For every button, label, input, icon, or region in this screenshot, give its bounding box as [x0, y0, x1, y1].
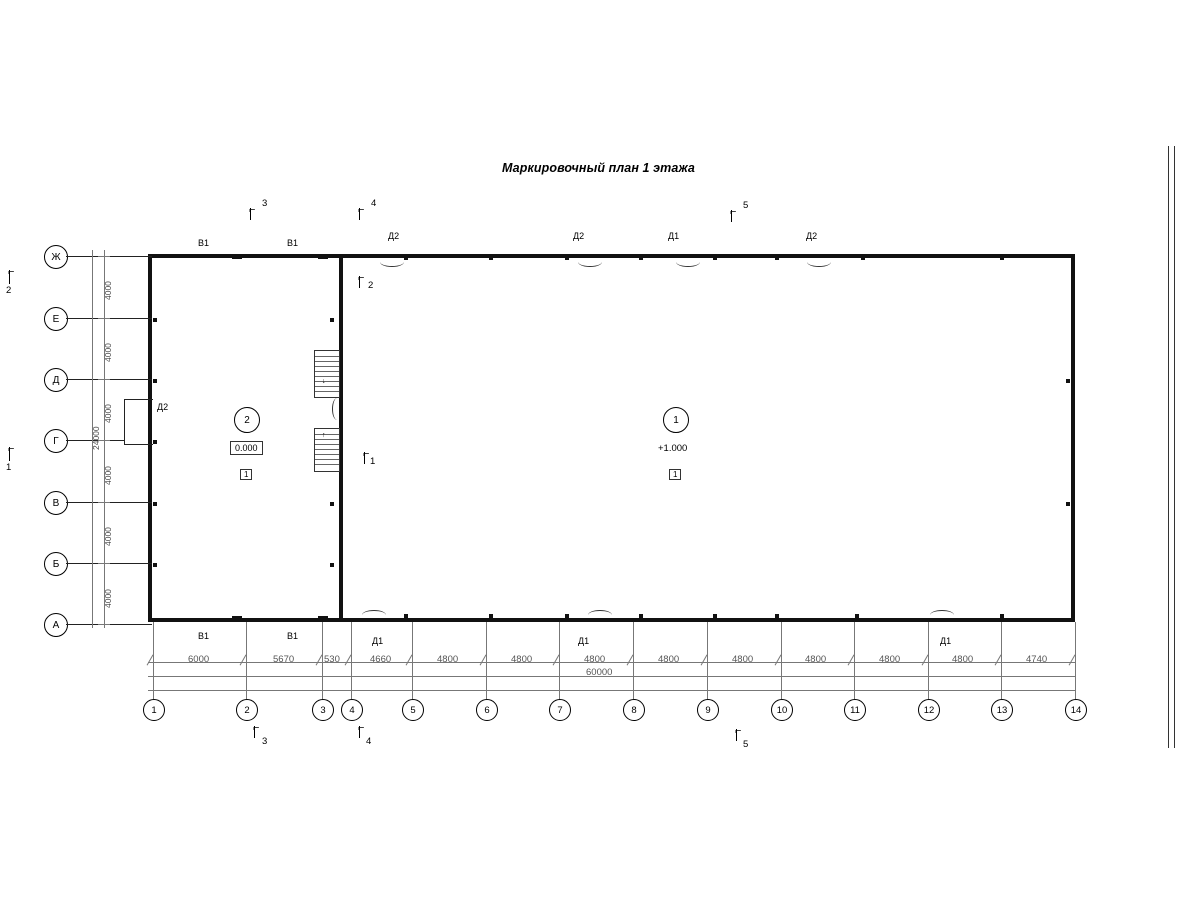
window-tick-top-6	[639, 256, 643, 260]
door-label-top-4: Д2	[573, 231, 585, 241]
axis-bubble-9[interactable]	[697, 699, 719, 721]
dim-horizontal-6: 4800	[584, 654, 606, 665]
dim-horizontal-10: 4800	[879, 654, 901, 665]
dim-tick-v-2	[98, 379, 110, 380]
section-arrow-inner-2: ⌐	[358, 272, 365, 284]
dim-tick-h-10	[775, 655, 789, 670]
section-label-left-1: 1	[6, 462, 12, 473]
window-tick-top-7	[713, 256, 717, 260]
dim-tick-v-6	[98, 624, 110, 625]
column-left-3	[153, 440, 157, 444]
dim-vertical-0: 4000	[103, 281, 113, 300]
dim-tick-h-1	[147, 655, 161, 670]
dim-horizontal-3: 4660	[370, 654, 392, 665]
dim-tick-h-9	[701, 655, 715, 670]
dim-tick-h-12	[922, 655, 936, 670]
wall-top	[148, 254, 1075, 258]
section-label-bottom-5: 5	[743, 739, 749, 750]
window-tick-top-3	[404, 256, 408, 260]
window-tick-top-4	[489, 256, 493, 260]
window-tick-bottom-5	[565, 614, 569, 619]
window-tick-top-2	[318, 256, 328, 259]
dim-tick-h-8	[627, 655, 641, 670]
axis-bubble-g[interactable]	[44, 429, 68, 453]
axis-label: Б	[52, 558, 60, 570]
section-label-bottom-3: 3	[262, 736, 268, 747]
stair-direction-down: ↓	[322, 378, 326, 385]
axis-bubble-7[interactable]	[549, 699, 571, 721]
stair-lower	[314, 428, 340, 472]
room-tag-1: 1	[669, 469, 681, 480]
axis-label: Д	[52, 374, 60, 386]
window-tick-top-1	[232, 256, 242, 259]
axis-bubble-a[interactable]	[44, 613, 68, 637]
door-label-bottom-2: В1	[287, 631, 299, 641]
dim-tick-h-13	[995, 655, 1009, 670]
window-tick-bottom-4	[489, 614, 493, 619]
axis-label: 4	[349, 704, 355, 716]
axis-bubble-zh[interactable]	[44, 245, 68, 269]
wall-right	[1071, 254, 1075, 622]
column-right-1	[1066, 379, 1070, 383]
axis-bubble-11[interactable]	[844, 699, 866, 721]
section-arrow-top-3: ⌐	[249, 204, 256, 216]
room-marker-1[interactable]	[663, 407, 689, 433]
section-arrow-inner-1: ⌐	[363, 448, 370, 460]
door-label-bottom-5: Д1	[940, 636, 952, 646]
column-left-2	[153, 379, 157, 383]
door-label-top-2: В1	[287, 238, 299, 248]
axis-label: А	[52, 619, 60, 631]
room-number: 1	[673, 414, 679, 426]
section-label-top-3: 3	[262, 198, 268, 209]
door-swing-internal-1	[332, 398, 342, 420]
window-tick-bottom-6	[639, 614, 643, 619]
dim-vertical-total: 24000	[91, 426, 101, 450]
door-label-top-6: Д2	[806, 231, 818, 241]
dim-horizontal-1: 5670	[273, 654, 295, 665]
section-label-top-4: 4	[371, 198, 377, 209]
section-label-bottom-4: 4	[366, 736, 372, 747]
dim-horizontal-2: 530	[324, 654, 340, 665]
window-tick-top-8	[775, 256, 779, 260]
door-swing-bottom-3	[930, 610, 954, 620]
axis-label: 1	[151, 704, 157, 716]
section-line-bottom-3	[254, 726, 255, 738]
dim-horizontal-11: 4800	[952, 654, 974, 665]
axis-bubble-14[interactable]	[1065, 699, 1087, 721]
window-tick-top-9	[861, 256, 865, 260]
axis-label: 3	[320, 704, 326, 716]
dim-vertical-4: 4000	[103, 527, 113, 546]
axis-bubble-5[interactable]	[402, 699, 424, 721]
axis-label: Е	[52, 313, 60, 325]
axis-bubble-v[interactable]	[44, 491, 68, 515]
dim-horizontal-5: 4800	[511, 654, 533, 665]
column-left-1	[153, 318, 157, 322]
section-arrow-top-4: ⌐	[358, 204, 365, 216]
dim-horizontal-7: 4800	[658, 654, 680, 665]
axis-bubble-2[interactable]	[236, 699, 258, 721]
section-line-top-3	[250, 208, 251, 220]
dim-tick-v-1	[98, 318, 110, 319]
dim-vertical-5: 4000	[103, 589, 113, 608]
dim-horizontal-total: 60000	[586, 667, 613, 678]
dim-horizontal-8: 4800	[732, 654, 754, 665]
section-line-inner-1	[364, 452, 365, 464]
section-label-inner-1: 1	[370, 456, 376, 467]
door-label-top-1: В1	[198, 238, 210, 248]
section-label-left-2: 2	[6, 285, 12, 296]
dim-tick-h-11	[848, 655, 862, 670]
axis-label: Ж	[51, 251, 61, 263]
axis-label: В	[52, 497, 60, 509]
room-tag-2: 1	[240, 469, 252, 480]
window-tick-bottom-10	[1000, 614, 1004, 619]
section-line-inner-2	[359, 276, 360, 288]
dim-tick-h-4	[345, 655, 359, 670]
door-swing-top-3	[676, 257, 700, 267]
section-label-inner-2: 2	[368, 280, 374, 291]
dim-tick-h-2	[240, 655, 254, 670]
axis-bubble-d[interactable]	[44, 368, 68, 392]
door-label-bottom-1: В1	[198, 631, 210, 641]
axis-label: 7	[557, 704, 563, 716]
column-mid-3	[330, 502, 334, 506]
axis-bubble-e[interactable]	[44, 307, 68, 331]
door-swing-top-2	[578, 257, 602, 267]
section-arrow-bottom-3: ⌐	[253, 722, 260, 734]
axis-label: 11	[850, 704, 860, 716]
axis-bubble-10[interactable]	[771, 699, 793, 721]
axis-label: 6	[484, 704, 490, 716]
column-left-4	[153, 502, 157, 506]
dim-tick-v-5	[98, 563, 110, 564]
sheet-border-right-inner	[1174, 146, 1175, 748]
drawing-title: Маркировочный план 1 этажа	[502, 161, 695, 175]
door-label-top-3: Д2	[388, 231, 400, 241]
axis-bubble-1[interactable]	[143, 699, 165, 721]
window-tick-bottom-1	[232, 616, 242, 619]
axis-bubble-8[interactable]	[623, 699, 645, 721]
axis-bubble-12[interactable]	[918, 699, 940, 721]
window-tick-top-5	[565, 256, 569, 260]
dim-tick-h-6	[480, 655, 494, 670]
window-tick-bottom-9	[855, 614, 859, 619]
axis-bubble-6[interactable]	[476, 699, 498, 721]
section-arrow-bottom-5: ⌐	[735, 725, 742, 737]
dim-horizontal-0: 6000	[188, 654, 210, 665]
dim-tick-h-14	[1069, 655, 1083, 670]
door-label-bottom-4: Д1	[578, 636, 590, 646]
section-arrow-left-2: ⌐	[8, 266, 15, 278]
door-label-left: Д2	[157, 402, 169, 412]
axis-bubble-13[interactable]	[991, 699, 1013, 721]
section-line-bottom-4	[359, 726, 360, 738]
entrance-vestibule	[124, 399, 153, 445]
dim-vertical-3: 4000	[103, 466, 113, 485]
dim-tick-h-7	[553, 655, 567, 670]
dim-line-vertical-inner	[104, 250, 105, 628]
door-swing-bottom-1	[362, 610, 386, 620]
door-label-top-5: Д1	[668, 231, 680, 241]
dim-horizontal-9: 4800	[805, 654, 827, 665]
window-tick-top-10	[1000, 256, 1004, 260]
door-label-bottom-3: Д1	[372, 636, 384, 646]
axis-label: 14	[1070, 704, 1082, 716]
dim-line-horizontal-axes	[148, 690, 1076, 691]
door-swing-top-4	[807, 257, 831, 267]
sheet-border-right-outer	[1168, 146, 1169, 748]
column-mid-4	[330, 563, 334, 567]
axis-label: 5	[410, 704, 416, 716]
window-tick-bottom-8	[775, 614, 779, 619]
room-elevation-2: 0.000	[230, 441, 263, 455]
column-left-5	[153, 563, 157, 567]
axis-label: 10	[776, 704, 788, 716]
door-swing-top-1	[380, 257, 404, 267]
stair-upper	[314, 350, 340, 398]
dim-vertical-2: 4000	[103, 404, 113, 423]
dim-tick-v-0	[98, 256, 110, 257]
axis-bubble-b[interactable]	[44, 552, 68, 576]
axis-label: 13	[996, 704, 1008, 716]
dim-tick-v-4	[98, 502, 110, 503]
column-right-2	[1066, 502, 1070, 506]
section-line-left-1	[9, 447, 10, 461]
section-arrow-left-1: ⌐	[8, 443, 15, 455]
section-line-top-5	[731, 210, 732, 222]
dim-vertical-1: 4000	[103, 343, 113, 362]
axis-bubble-4[interactable]	[341, 699, 363, 721]
axis-bubble-3[interactable]	[312, 699, 334, 721]
axis-label: 9	[705, 704, 711, 716]
column-mid-1	[330, 318, 334, 322]
axis-label: Г	[53, 435, 59, 447]
section-label-top-5: 5	[743, 200, 749, 211]
axis-label: 2	[244, 704, 250, 716]
axis-label: 12	[923, 704, 935, 716]
window-tick-bottom-2	[318, 616, 328, 619]
room-marker-2[interactable]	[234, 407, 260, 433]
section-arrow-bottom-4: ⌐	[358, 722, 365, 734]
room-elevation-1: +1.000	[658, 443, 688, 454]
section-line-bottom-5	[736, 729, 737, 741]
dim-tick-h-5	[406, 655, 420, 670]
dim-horizontal-12: 4740	[1026, 654, 1048, 665]
stair-direction-up: ↑	[322, 432, 326, 439]
axis-label: 8	[631, 704, 637, 716]
window-tick-bottom-7	[713, 614, 717, 619]
room-number: 2	[244, 414, 250, 426]
section-line-top-4	[359, 208, 360, 220]
section-arrow-top-5: ⌐	[730, 206, 737, 218]
window-tick-bottom-3	[404, 614, 408, 619]
dim-horizontal-4: 4800	[437, 654, 459, 665]
door-swing-bottom-2	[588, 610, 612, 620]
section-line-left-2	[9, 270, 10, 284]
